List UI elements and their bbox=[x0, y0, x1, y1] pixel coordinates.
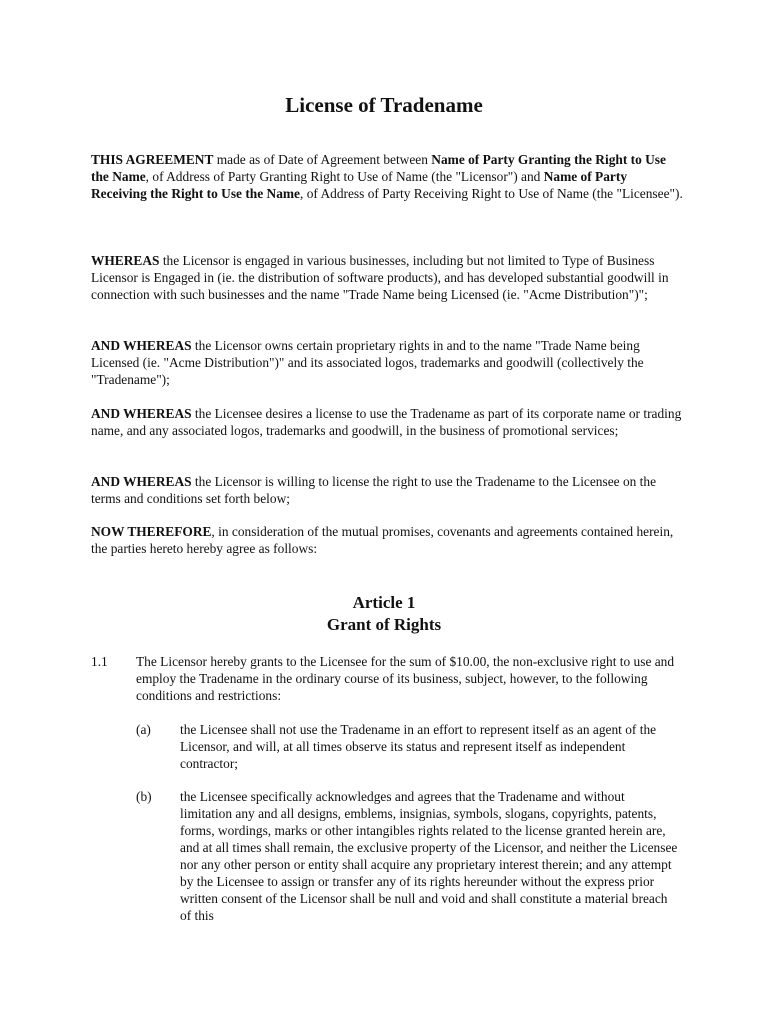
recital-text: the Licensee desires a license to use the Tradename as part of its corporate name or trading name, and any associated logos, trademarks and goodwill, in the business of promotional services; bbox=[91, 406, 682, 438]
recital-text: , in consideration of the mutual promises, covenants and agreements contained herein, the parties hereto hereby agree as follows: bbox=[91, 524, 674, 556]
recital-text: the Licensor is willing to license the right to use the Tradename to the Licensee on the terms and conditions set forth below; bbox=[91, 474, 657, 506]
recital-paragraph-1 bbox=[91, 252, 683, 303]
recital-paragraph-5 bbox=[91, 523, 683, 557]
preamble-paragraph bbox=[91, 151, 683, 202]
recital-lead: AND WHEREAS bbox=[91, 406, 192, 421]
recital-paragraph-4 bbox=[91, 473, 683, 507]
recital-text: the Licensor owns certain proprietary rights in and to the name "Trade Name being Licensed (ie. "Acme Distribution")" and its associated logos, trademarks and goodwill (collectively the "Tradename"); bbox=[91, 338, 644, 387]
article-heading: Grant of Rights bbox=[326, 615, 442, 634]
recital-paragraph-3 bbox=[91, 405, 683, 439]
recital-lead: NOW THEREFORE bbox=[91, 524, 212, 539]
subclause-text: the Licensee specifically acknowledges and agrees that the Tradename and without limitation any and all designs, emblems, insignias, symbols, slogans, copyrights, patents, forms, wordings, marks or other intangibles rights related to the license granted herein are, and at all times shall remain, the exclusive property of the Licensor, and neither the Licensee nor any other person or entity shall acquire any proprietary interest therein; and any attempt by the Licensee to assign or transfer any of its rights hereunder without the express prior written consent of the Licensor shall be null and void and shall constitute a material breach of this bbox=[180, 789, 678, 923]
subclause-text: the Licensee shall not use the Tradename in an effort to represent itself as an agent of the Licensor, and will, at all times observe its status and represent itself as independent contractor; bbox=[180, 722, 657, 771]
recital-lead: AND WHEREAS bbox=[91, 474, 192, 489]
preamble-text-1: made as of Date of Agreement between bbox=[213, 152, 432, 167]
recital-text: the Licensor is engaged in various businesses, including but not limited to Type of Business Licensor is Engaged in (ie. the distribution of software products), and has developed substantial goodwill in connection with such businesses and the name "Trade Name being Licensed (ie. "Acme Distribution")"; bbox=[91, 253, 669, 302]
preamble-lead: THIS AGREEMENT bbox=[91, 152, 214, 167]
preamble-text-3: , of Address of Party Receiving Right to Use of Name (the "Licensee"). bbox=[300, 186, 683, 201]
document-title: License of Tradename bbox=[285, 93, 483, 117]
recital-lead: AND WHEREAS bbox=[91, 338, 192, 353]
recital-lead: WHEREAS bbox=[91, 253, 160, 268]
clause-number: 1.1 bbox=[91, 654, 108, 669]
subclause-label: (b) bbox=[136, 789, 152, 804]
recital-paragraph-2 bbox=[91, 337, 683, 388]
article-number: Article 1 bbox=[352, 593, 416, 612]
preamble-text-2: , of Address of Party Granting Right to Use of Name (the "Licensor") and bbox=[145, 169, 544, 184]
subclause-label: (a) bbox=[136, 722, 151, 737]
clause-text: The Licensor hereby grants to the Licensee for the sum of $10.00, the non-exclusive right to use and employ the Tradename in the ordinary course of its business, subject, however, to the following conditions and restrictions: bbox=[136, 654, 675, 703]
licensee-name: Name of Party Receiving the Right to Use the Name bbox=[91, 169, 628, 201]
licensor-name: Name of Party Granting the Right to Use the Name bbox=[91, 152, 666, 184]
